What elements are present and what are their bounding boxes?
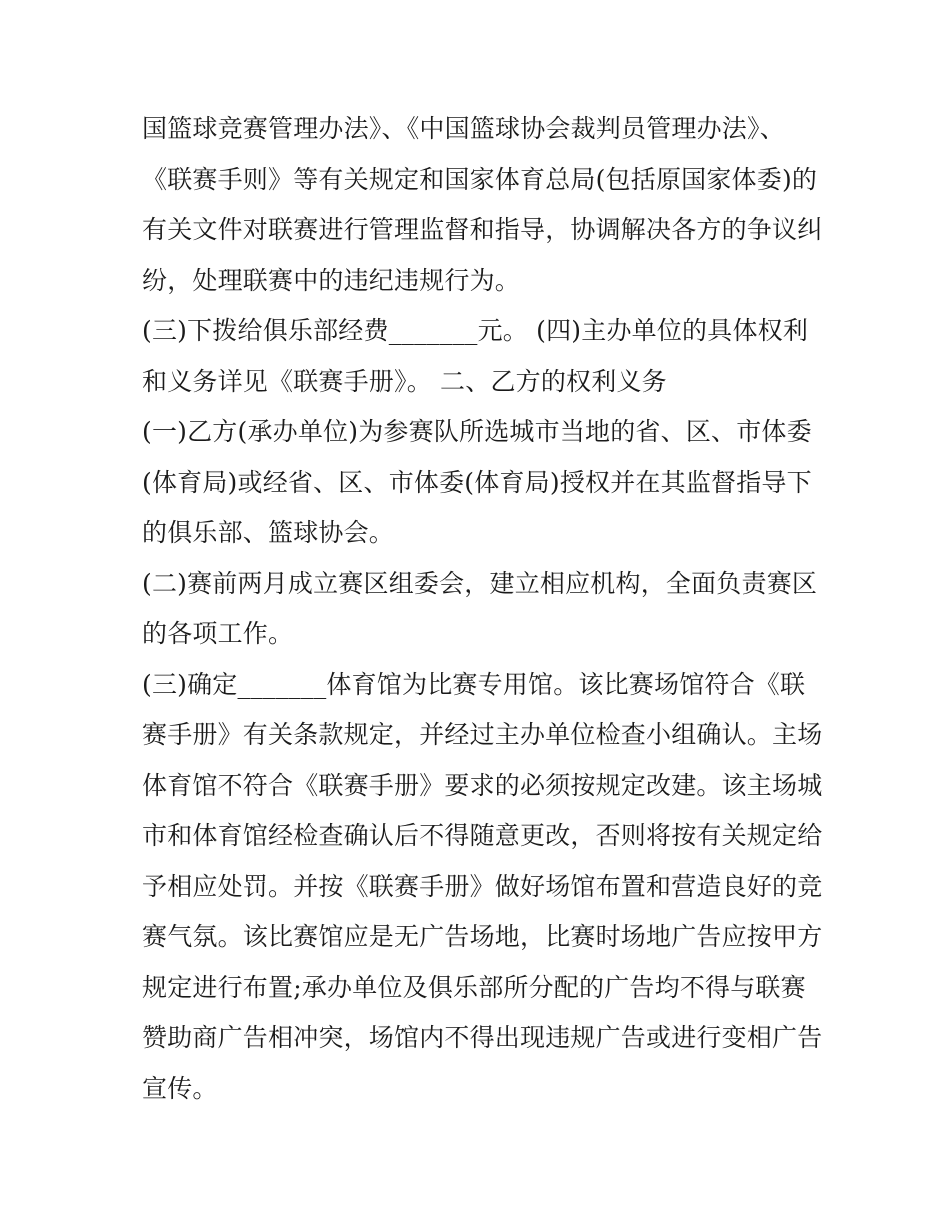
text-line: 《联赛手则》等有关规定和国家体育总局(包括原国家体委)的 (142, 164, 818, 194)
text-line: 和义务详见《联赛手册》。 二、乙方的权利义务 (142, 366, 667, 396)
text-line: 有关文件对联赛进行管理监督和指导，协调解决各方的争议纠 (142, 215, 823, 244)
text-line: (三)下拨给俱乐部经费_______元。 (四)主办单位的具体权利 (142, 316, 809, 345)
text-line: 的各项工作。 (142, 619, 294, 648)
text-line: 国篮球竞赛管理办法》、《中国篮球协会裁判员管理办法》、 (142, 114, 785, 143)
text-line: 赛气氛。该比赛馆应是无广告场地，比赛时场地广告应按甲方 (142, 922, 823, 951)
text-line: 市和体育馆经检查确认后不得随意更改，否则将按有关规定给 (142, 821, 823, 850)
document-body (142, 104, 822, 1114)
text-line: 赛手册》有关条款规定，并经过主办单位检查小组确认。主场 (142, 720, 823, 749)
text-line: (二)赛前两月成立赛区组委会，建立相应机构，全面负责赛区 (142, 568, 818, 598)
text-line: (三)确定_______体育馆为比赛专用馆。该比赛场馆符合《联 (142, 669, 806, 699)
text-line: 予相应处罚。并按《联赛手册》做好场馆布置和营造良好的竞 (142, 871, 823, 901)
text-line: 的俱乐部、篮球协会。 (142, 518, 395, 547)
text-line: (体育局)或经省、区、市体委(体育局)授权并在其监督指导下 (142, 467, 812, 497)
text-line: 体育馆不符合《联赛手册》要求的必须按规定改建。该主场城 (142, 770, 823, 800)
text-line: 规定进行布置;承办单位及俱乐部所分配的广告均不得与联赛 (142, 972, 806, 1002)
text-line: 宣传。 (142, 1073, 218, 1103)
text-line: 赞助商广告相冲突，场馆内不得出现违规广告或进行变相广告 (142, 1023, 823, 1052)
text-line: (一)乙方(承办单位)为参赛队所选城市当地的省、区、市体委 (142, 417, 812, 446)
text-line: 纷，处理联赛中的违纪违规行为。 (142, 265, 521, 295)
